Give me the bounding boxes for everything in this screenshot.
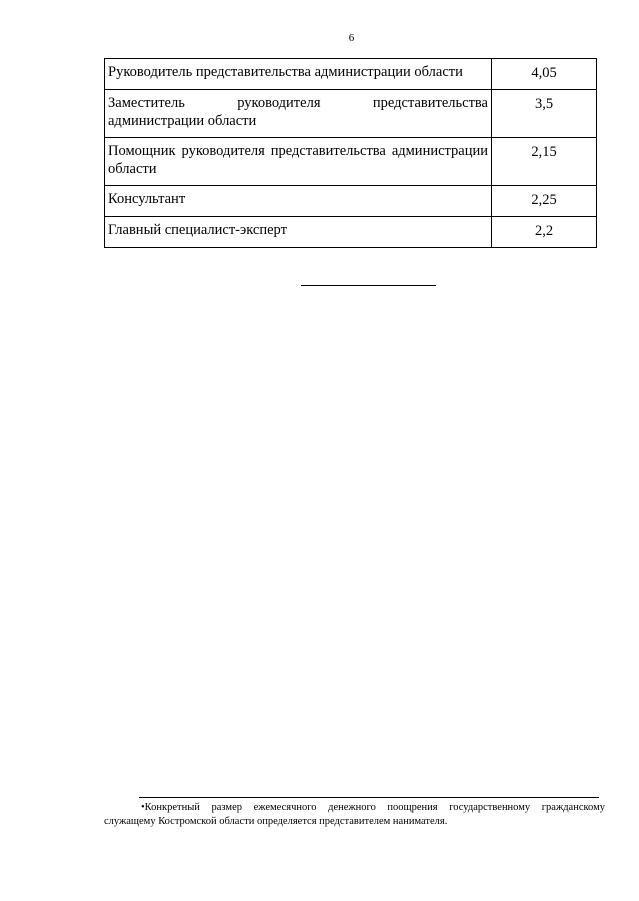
- table-row: [105, 138, 597, 186]
- coefficient-cell: 2,25: [492, 186, 597, 217]
- page-number: 6: [348, 32, 355, 44]
- position-cell: Главный специалист-эксперт: [105, 217, 492, 248]
- coefficient-cell: 4,05: [492, 59, 597, 90]
- table-row: [105, 186, 597, 217]
- table-row: [105, 59, 597, 90]
- footnote-text: •Конкретный размер ежемесячного денежного поощрения государственному гражданскому служащему Костромской области определяется представителем нанимателя.: [104, 802, 605, 827]
- footnote-rule: [139, 797, 599, 798]
- position-cell: Консультант: [105, 186, 492, 217]
- coefficient-cell: 2,15: [492, 138, 597, 186]
- position-coefficient-table: [104, 58, 597, 248]
- section-separator-line: [301, 285, 436, 286]
- coefficient-cell: 3,5: [492, 90, 597, 138]
- coefficient-cell: 2,2: [492, 217, 597, 248]
- position-cell: Руководитель представительства администрации области: [105, 59, 492, 90]
- table-row: [105, 217, 597, 248]
- position-cell: Помощник руководителя представительства администрации области: [105, 138, 492, 186]
- position-cell: Заместитель руководителя представительства администрации области: [105, 90, 492, 138]
- table-row: [105, 90, 597, 138]
